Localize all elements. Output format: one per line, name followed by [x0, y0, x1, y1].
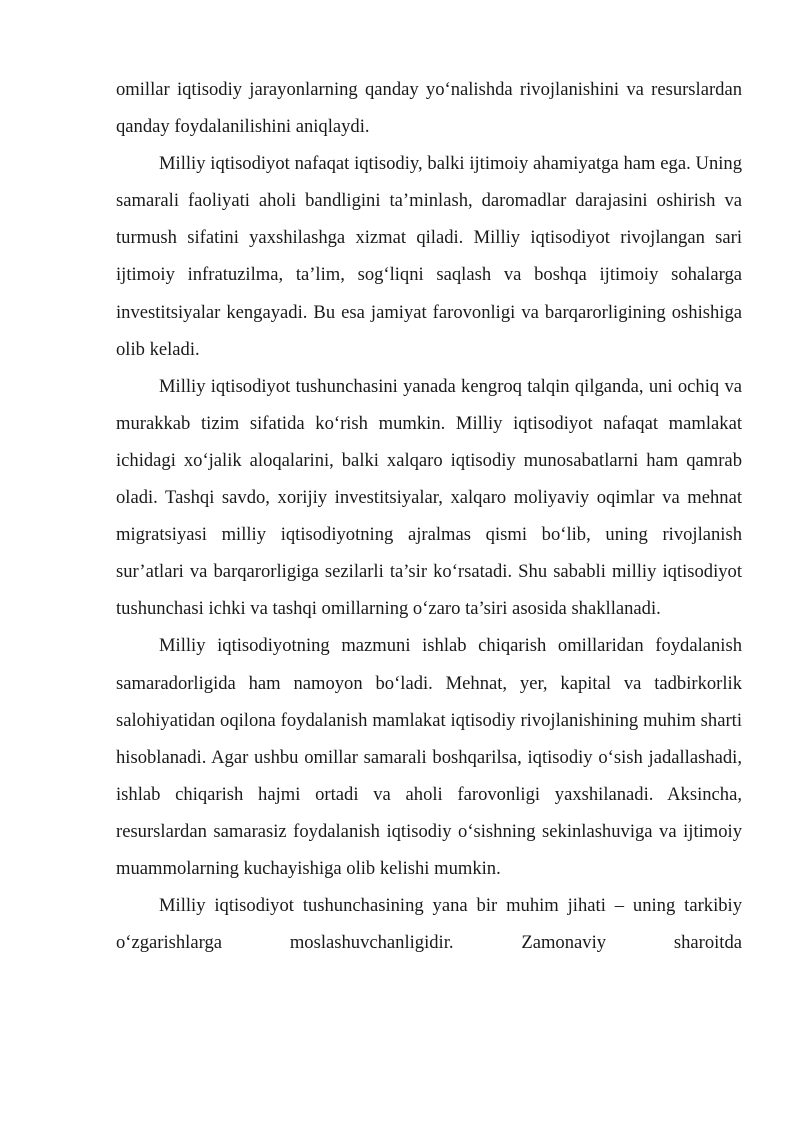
paragraph-open-system: Milliy iqtisodiyot tushunchasini yanada kengroq talqin qilganda, uni ochiq va murakkab tizim sifatida ko‘rish mumkin. Milliy iqtisodiyot nafaqat mamlakat ichidagi xo‘jalik aloqalarini, balki xalqaro iqtisodiy munosabatlarni ham qamrab oladi. Tashqi savdo, xorijiy investitsiyalar, xalqaro moliyaviy oqimlar va mehnat migratsiyasi milliy iqtisodiyotning ajralmas qismi bo‘lib, uning rivojlanish sur’atlari va barqarorligiga sezilarli ta’sir ko‘rsatadi. Shu sababli milliy iqtisodiyot tushunchasi ichki va tashqi omillarning o‘zaro ta’siri asosida shakllanadi.: [116, 375, 742, 620]
document-page: [116, 71, 742, 961]
paragraph-production-factors: Milliy iqtisodiyotning mazmuni ishlab chiqarish omillaridan foydalanish samaradorligida ham namoyon bo‘ladi. Mehnat, yer, kapital va tadbirkorlik salohiyatidan oqilona foydalanish mamlakat iqtisodiy rivojlanishining muhim sharti hisoblanadi. Agar ushbu omillar samarali boshqarilsa, iqtisodiy o‘sish jadallashadi, ishlab chiqarish hajmi ortadi va aholi farovonligi yaxshilanadi. Aksincha, resurslardan samarasiz foydalanish iqtisodiy o‘sishning sekinlashuviga va ijtimoiy muammolarning kuchayishiga olib kelishi mumkin.: [116, 635, 742, 879]
paragraph-structural-adaptability: Milliy iqtisodiyot tushunchasining yana bir muhim jihati – uning tarkibiy o‘zgarishlarga moslashuvchanligidir. Zamonaviy sharoitda: [116, 895, 742, 954]
paragraph-social-importance: Milliy iqtisodiyot nafaqat iqtisodiy, balki ijtimoiy ahamiyatga ham ega. Uning samarali faoliyati aholi bandligini ta’minlash, daromadlar darajasini oshirish va turmush sifatini yaxshilashga xizmat qiladi. Milliy iqtisodiyot rivojlangan sari ijtimoiy infratuzilma, ta’lim, sog‘liqni saqlash va boshqa ijtimoiy sohalarga investitsiyalar kengayadi. Bu esa jamiyat farovonligi va barqarorligining oshishiga olib keladi.: [116, 153, 742, 360]
paragraph-continuation: omillar iqtisodiy jarayonlarning qanday yo‘nalishda rivojlanishini va resurslardan qanday foydalanilishini aniqlaydi.: [116, 79, 742, 138]
